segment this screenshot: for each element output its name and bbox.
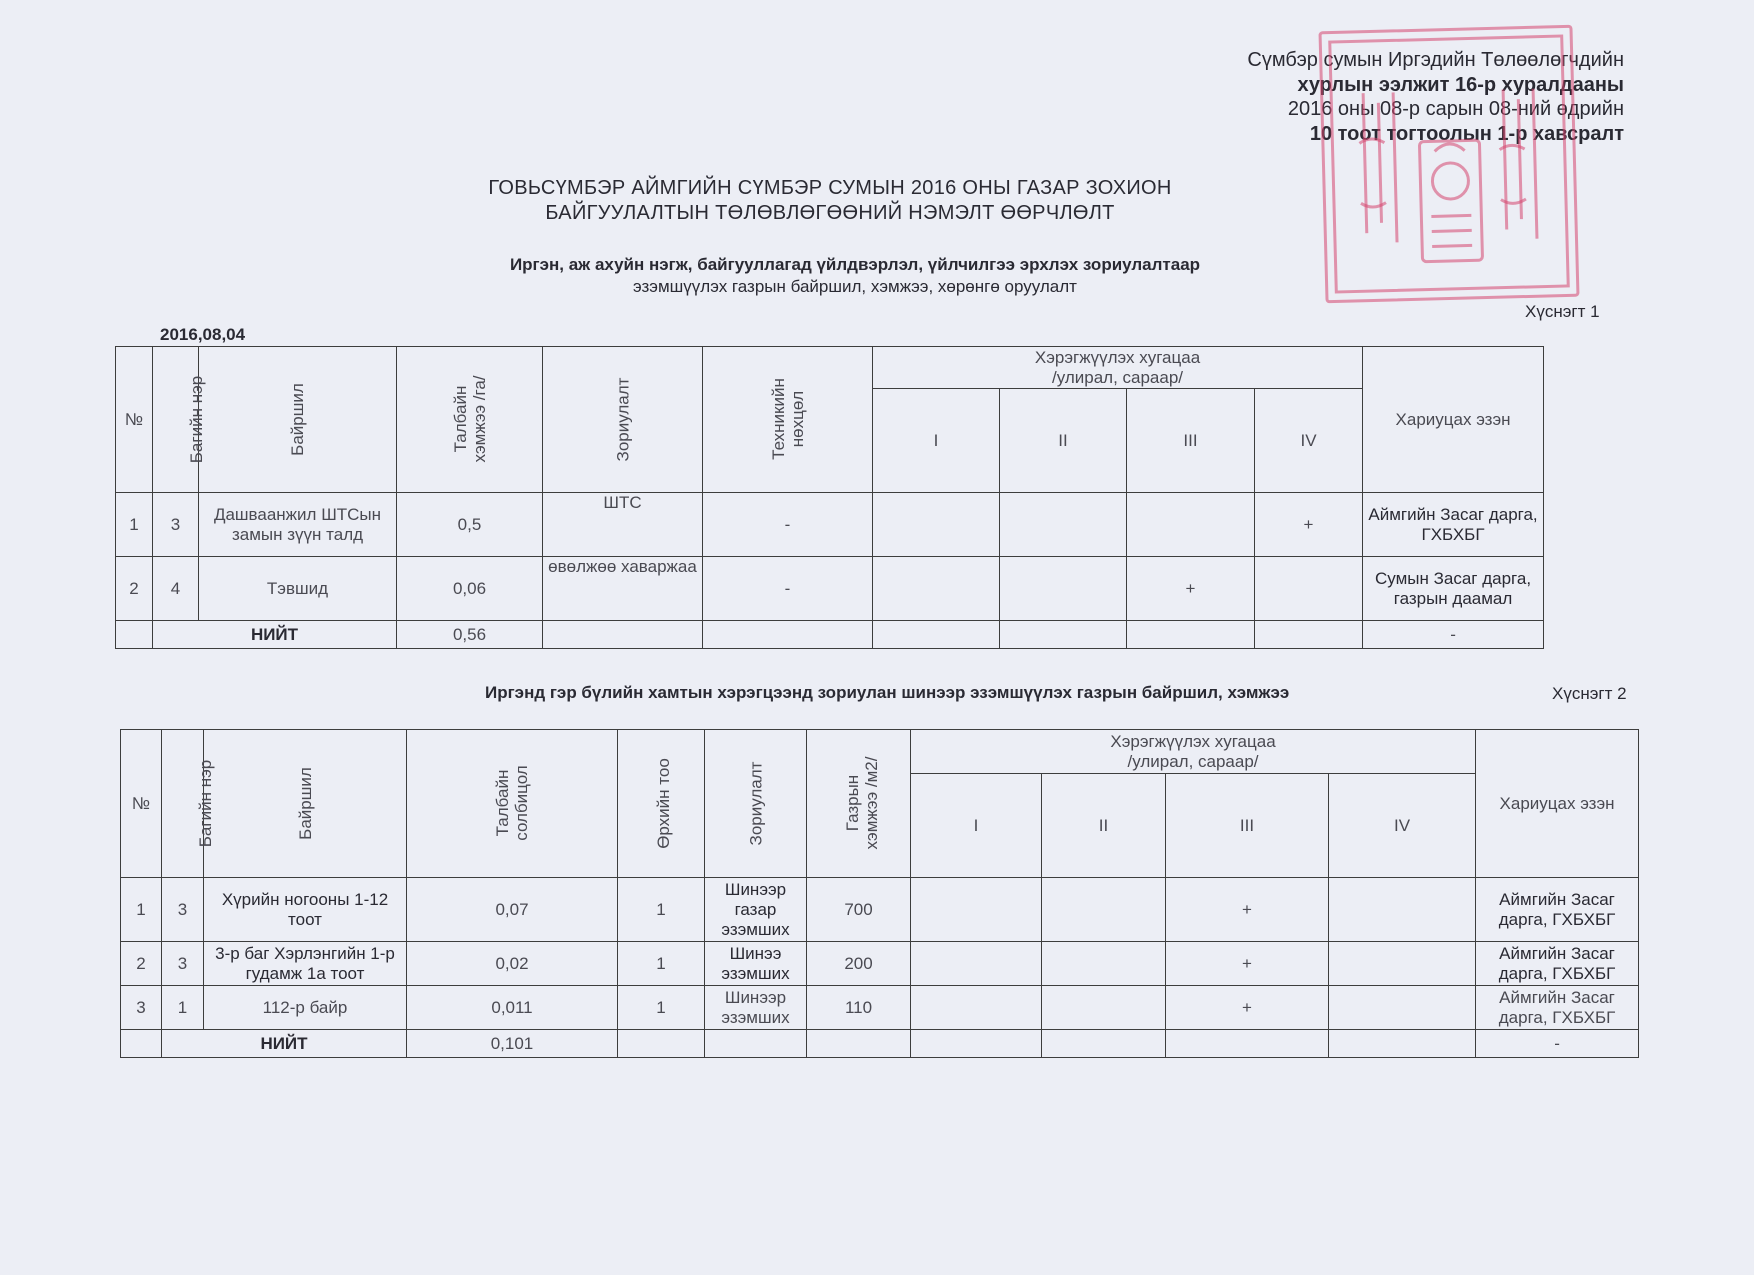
cell-purpose: ШТС [543, 493, 703, 557]
cell-resp: Сумын Засаг дарга, газрын даамал [1363, 557, 1544, 621]
cell-purpose: Шинээ эзэмших [705, 942, 807, 986]
cell-resp: Аймгийн Засаг дарга, ГХБХБГ [1476, 986, 1639, 1030]
title-line-1: ГОВЬСҮМБЭР АЙМГИЙН СҮМБЭР СУМЫН 2016 ОНЫ ГАЗАР ЗОХИОН [488, 177, 1172, 199]
table1-col-resp: Хариуцах эзэн [1363, 347, 1544, 493]
table2-col-coords-text: Талбайн солбицол [493, 765, 531, 841]
seal-graphic [1322, 28, 1577, 300]
appendix-1-label: Хүснэгт 1 [1525, 302, 1600, 321]
cell-coords: 0,011 [407, 986, 618, 1030]
table2-col-purpose [705, 730, 807, 878]
cell-q4 [1329, 986, 1476, 1030]
cell-location: Хүрийн ногооны 1-12 тоот [204, 878, 407, 942]
table2-q2: II [1042, 774, 1166, 878]
table2-col-households-text: Өрхийн тоо [653, 757, 673, 849]
cell-area: 200 [807, 942, 911, 986]
table1-col-location-text: Байршил [288, 382, 307, 456]
cell-empty [1255, 621, 1363, 649]
table2-col-resp: Хариуцах эзэн [1476, 730, 1639, 878]
cell-q1 [911, 942, 1042, 986]
cell-coords: 0,07 [407, 878, 618, 942]
table-row [121, 878, 1639, 942]
table2-col-period [911, 730, 1476, 774]
cell-q1 [911, 878, 1042, 942]
total-area: 0,56 [397, 621, 543, 649]
table-row [121, 986, 1639, 1030]
cell-q4 [1329, 878, 1476, 942]
table1-col-bag-text: Багийн нэр [187, 375, 207, 463]
cell-location: Дашваанжил ШТСын замын зүүн талд [199, 493, 397, 557]
table1-col-purpose-text: Зориулалт [612, 377, 632, 461]
cell-q4 [1329, 942, 1476, 986]
cell-resp: Аймгийн Засаг дарга, ГХБХБГ [1476, 878, 1639, 942]
table1-period-label: Хэрэгжүүлэх хугацаа [1034, 347, 1201, 367]
table2-header-row [121, 730, 1639, 774]
cell-q3: + [1166, 878, 1329, 942]
cell-q1 [911, 986, 1042, 1030]
header-line-3: 2016 оны 08-р сарын 08-ний өдрийн [1287, 98, 1624, 120]
table2-col-bag-text: Багийн нэр [196, 759, 216, 847]
cell-empty [1042, 1030, 1166, 1058]
cell-q3: + [1166, 986, 1329, 1030]
cell-empty [1166, 1030, 1329, 1058]
table-row [121, 942, 1639, 986]
cell-empty [705, 1030, 807, 1058]
table2-q4: IV [1329, 774, 1476, 878]
cell-households: 1 [618, 878, 705, 942]
cell-empty [703, 621, 873, 649]
subtitle-line-1: Иргэн, аж ахуйн нэгж, байгууллагад үйлдвэрлэл, үйлчилгээ эрхлэх зориулалтаар [509, 255, 1201, 274]
table2-q3: III [1166, 774, 1329, 878]
table1-q3: III [1127, 389, 1255, 493]
total-label: НИЙТ [162, 1030, 407, 1058]
cell-q1 [873, 493, 1000, 557]
table1-col-bag [153, 347, 207, 493]
cell-empty [121, 1030, 162, 1058]
total-label: НИЙТ [153, 621, 397, 649]
table1-q4: IV [1255, 389, 1363, 493]
cell-coords: 0,02 [407, 942, 618, 986]
cell-bag: 3 [162, 878, 204, 942]
cell-purpose: өвөлжөө хаваржаа [543, 557, 703, 621]
cell-area: 0,5 [397, 493, 543, 557]
total-resp: - [1476, 1030, 1639, 1058]
cell-empty [618, 1030, 705, 1058]
table2-col-purpose-text: Зориулалт [745, 761, 765, 845]
document-title [380, 176, 1280, 226]
table1-q2: II [1000, 389, 1127, 493]
table2-total-row [121, 1030, 1639, 1058]
cell-empty [1127, 621, 1255, 649]
title-line-2: БАЙГУУЛАЛТЫН ТӨЛӨВЛӨГӨӨНИЙ НЭМЭЛТ ӨӨРЧЛӨЛТ [545, 202, 1115, 224]
cell-location: 3-р баг Хэрлэнгийн 1-р гудамж 1а тоот [204, 942, 407, 986]
cell-num: 1 [121, 878, 162, 942]
cell-num: 2 [121, 942, 162, 986]
cell-location: 112-р байр [204, 986, 407, 1030]
cell-area: 110 [807, 986, 911, 1030]
cell-empty [873, 621, 1000, 649]
cell-q3 [1127, 493, 1255, 557]
cell-empty [911, 1030, 1042, 1058]
cell-q4: + [1255, 493, 1363, 557]
appendix-2-label: Хүснэгт 2 [1552, 684, 1627, 703]
table1-period-sub: /улирал, сараар/ [1051, 367, 1184, 387]
cell-q4 [1255, 557, 1363, 621]
cell-location: Тэвшид [199, 557, 397, 621]
table2-period-label: Хэрэгжүүлэх хугацаа [1110, 731, 1276, 751]
table1-col-purpose [543, 347, 703, 493]
cell-area: 700 [807, 878, 911, 942]
cell-q2 [1000, 493, 1127, 557]
table2-col-bag [162, 730, 216, 878]
cell-bag: 3 [153, 493, 199, 557]
table1-col-area-text: Талбайн хэмжээ /га/ [450, 375, 489, 463]
table1-col-num: № [116, 347, 153, 493]
cell-bag: 1 [162, 986, 204, 1030]
cell-purpose: Шинээр газар эзэмших [705, 878, 807, 942]
cell-empty [116, 621, 153, 649]
total-resp: - [1363, 621, 1544, 649]
table1-total-row [116, 621, 1544, 649]
table2-q1: I [911, 774, 1042, 878]
section1-title [360, 254, 1350, 298]
table1-header-row [116, 347, 1544, 389]
cell-q2 [1000, 557, 1127, 621]
table2-col-area [807, 730, 911, 878]
subtitle-line-2: эзэмшүүлэх газрын байршил, хэмжээ, хөрөнгө оруулалт [633, 277, 1077, 296]
table1-col-tech [703, 347, 873, 493]
table-1 [115, 346, 1544, 649]
cell-households: 1 [618, 986, 705, 1030]
table-2 [120, 729, 1639, 1058]
cell-area: 0,06 [397, 557, 543, 621]
official-seal-stamp [1318, 25, 1579, 304]
header-line-4: 10 тоот тогтоолын 1-р хавсралт [1309, 122, 1624, 145]
cell-empty [1000, 621, 1127, 649]
table1-q1: I [873, 389, 1000, 493]
table1-col-tech-text: Техникийн нөхцөл [768, 378, 807, 460]
table2-col-num: № [121, 730, 162, 878]
cell-empty [1329, 1030, 1476, 1058]
table1-col-area [397, 347, 543, 493]
table1-col-period [873, 347, 1363, 389]
table2-period-sub: /улирал, сараар/ [1127, 751, 1259, 771]
document-date: 2016,08,04 [160, 325, 246, 344]
cell-tech: - [703, 557, 873, 621]
table1-col-location [199, 347, 397, 493]
cell-num: 2 [116, 557, 153, 621]
cell-q2 [1042, 942, 1166, 986]
header-line-1: Сүмбэр сумын Иргэдийн Төлөөлөгчдийн [1247, 49, 1624, 71]
cell-bag: 4 [153, 557, 199, 621]
table2-col-coords [407, 730, 618, 878]
cell-q2 [1042, 986, 1166, 1030]
cell-num: 3 [121, 986, 162, 1030]
table2-col-area-text: Газрын хэмжээ /м2/ [843, 756, 881, 850]
cell-q2 [1042, 878, 1166, 942]
table-row [116, 557, 1544, 621]
cell-empty [543, 621, 703, 649]
cell-q1 [873, 557, 1000, 621]
cell-purpose: Шинээр эзэмших [705, 986, 807, 1030]
cell-households: 1 [618, 942, 705, 986]
section2-title: Иргэнд гэр бүлийн хамтын хэрэгцээнд зориулан шинээр эзэмшүүлэх газрын байршил, хэмжээ [485, 683, 1290, 702]
cell-q3: + [1127, 557, 1255, 621]
table2-col-households [618, 730, 705, 878]
cell-bag: 3 [162, 942, 204, 986]
cell-resp: Аймгийн Засаг дарга, ГХБХБГ [1363, 493, 1544, 557]
cell-empty [807, 1030, 911, 1058]
cell-num: 1 [116, 493, 153, 557]
cell-q3: + [1166, 942, 1329, 986]
header-line-2: хурлын ээлжит 16-р хуралдааны [1297, 73, 1624, 96]
cell-tech: - [703, 493, 873, 557]
table-row [116, 493, 1544, 557]
total-coords: 0,101 [407, 1030, 618, 1058]
cell-resp: Аймгийн Засаг дарга, ГХБХБГ [1476, 942, 1639, 986]
table2-col-location-text: Байршил [295, 766, 315, 840]
table2-col-location [204, 730, 407, 878]
